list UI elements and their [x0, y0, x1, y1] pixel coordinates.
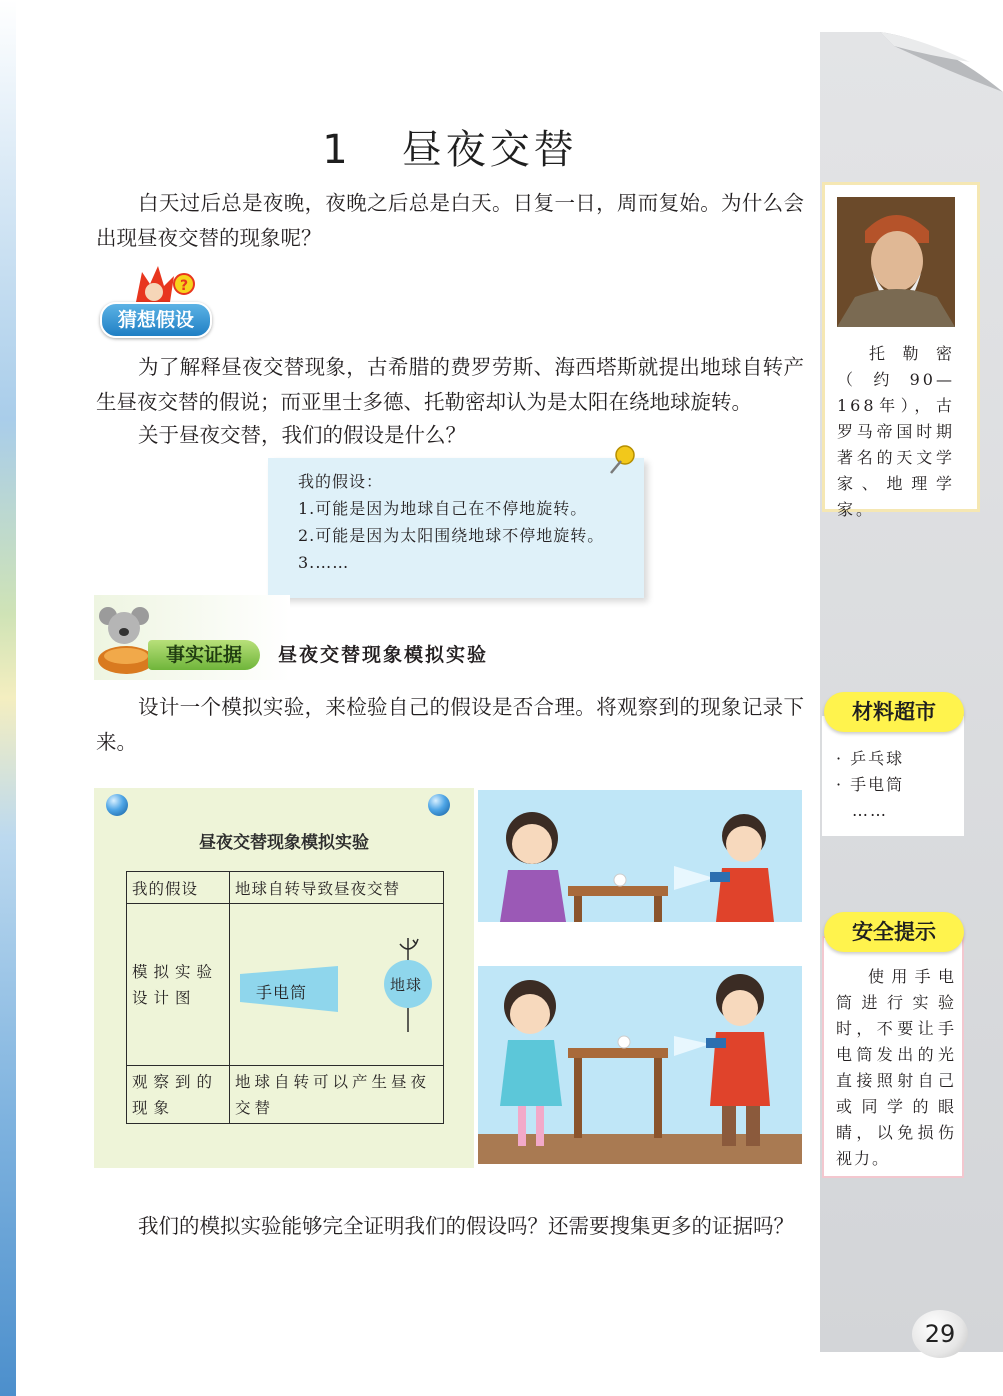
material-item: ……	[852, 801, 888, 820]
ptolemy-portrait	[837, 197, 955, 327]
closing-paragraph: 我们的模拟实验能够完全证明我们的假设吗？还需要搜集更多的证据吗？	[138, 1214, 794, 1238]
fact-paragraph: 设计一个模拟实验，来检验自己的假设是否合理。将观察到的现象记录下来。	[96, 695, 804, 754]
left-edge-gradient	[0, 0, 16, 1396]
fact-subtitle: 昼夜交替现象模拟实验	[278, 644, 489, 666]
safety-text: 使用手电筒进行实验时，不要让手电筒发出的光直接照射自己或同学的眼睛，以免损伤视力。	[836, 967, 956, 1168]
note-item: 1.可能是因为地球自己在不停地旋转。	[298, 499, 588, 518]
lesson-number: 1	[322, 127, 352, 173]
table-row	[127, 904, 444, 1066]
materials-card	[822, 716, 964, 836]
experiment-box	[94, 788, 474, 1168]
orb-icon	[106, 794, 128, 816]
illustration-top	[478, 790, 802, 922]
hypothesis-note	[268, 458, 644, 598]
row-label: 模拟实验设计图	[127, 904, 230, 1066]
page-title	[0, 118, 900, 175]
guess-hypothesis-badge: 猜想假设	[100, 302, 212, 338]
material-item: · 乒乓球	[836, 749, 905, 768]
row-value: 地球自转导致昼夜交替	[230, 872, 444, 904]
materials-badge: 材料超市	[824, 692, 964, 732]
row-value: 地球自转可以产生昼夜交替	[230, 1066, 444, 1124]
material-item: · 手电筒	[836, 775, 905, 794]
lesson-title: 昼夜交替	[401, 127, 578, 173]
note-item: 3.……	[298, 553, 350, 572]
children-experiment-illustration	[478, 966, 802, 1164]
fox-mascot-icon	[128, 262, 198, 306]
table-row	[127, 872, 444, 904]
safety-badge: 安全提示	[824, 912, 964, 952]
guess-paragraph: 为了解释昼夜交替现象，古希腊的费罗劳斯、海西塔斯就提出地球自转产生昼夜交替的假说；而亚里士多德、托勒密却认为是太阳在绕地球旋转。	[96, 355, 804, 414]
note-heading: 我的假设：	[298, 472, 384, 491]
children-experiment-illustration	[478, 790, 802, 922]
ptolemy-caption: 托勒密（约90—168年），古罗马帝国时期著名的天文学家、地理学家。	[837, 344, 955, 519]
row-label: 我的假设	[127, 872, 230, 904]
guess-question: 关于昼夜交替，我们的假设是什么？	[138, 423, 466, 447]
safety-card	[822, 936, 964, 1178]
earth-label: 地球	[390, 976, 423, 994]
design-diagram-cell	[230, 904, 444, 1066]
experiment-title: 昼夜交替现象模拟实验	[199, 833, 369, 853]
orb-icon	[428, 794, 450, 816]
ptolemy-card	[822, 182, 980, 519]
page-curl	[880, 32, 1003, 92]
pushpin-icon	[605, 443, 641, 479]
row-label: 观察到的现象	[127, 1066, 230, 1124]
koala-mascot-icon	[96, 602, 156, 676]
flashlight-label: 手电筒	[256, 983, 308, 1002]
page-number: 29	[912, 1310, 968, 1358]
intro-paragraph: 白天过后总是夜晚，夜晚之后总是白天。日复一日，周而复始。为什么会出现昼夜交替的现象呢？	[96, 191, 804, 250]
illustration-bottom	[478, 966, 802, 1164]
note-item: 2.可能是因为太阳围绕地球不停地旋转。	[298, 526, 605, 545]
fact-evidence-badge: 事实证据	[148, 640, 260, 670]
svg-text:?: ?	[180, 278, 189, 294]
table-row	[127, 1066, 444, 1124]
experiment-table	[126, 871, 444, 1124]
